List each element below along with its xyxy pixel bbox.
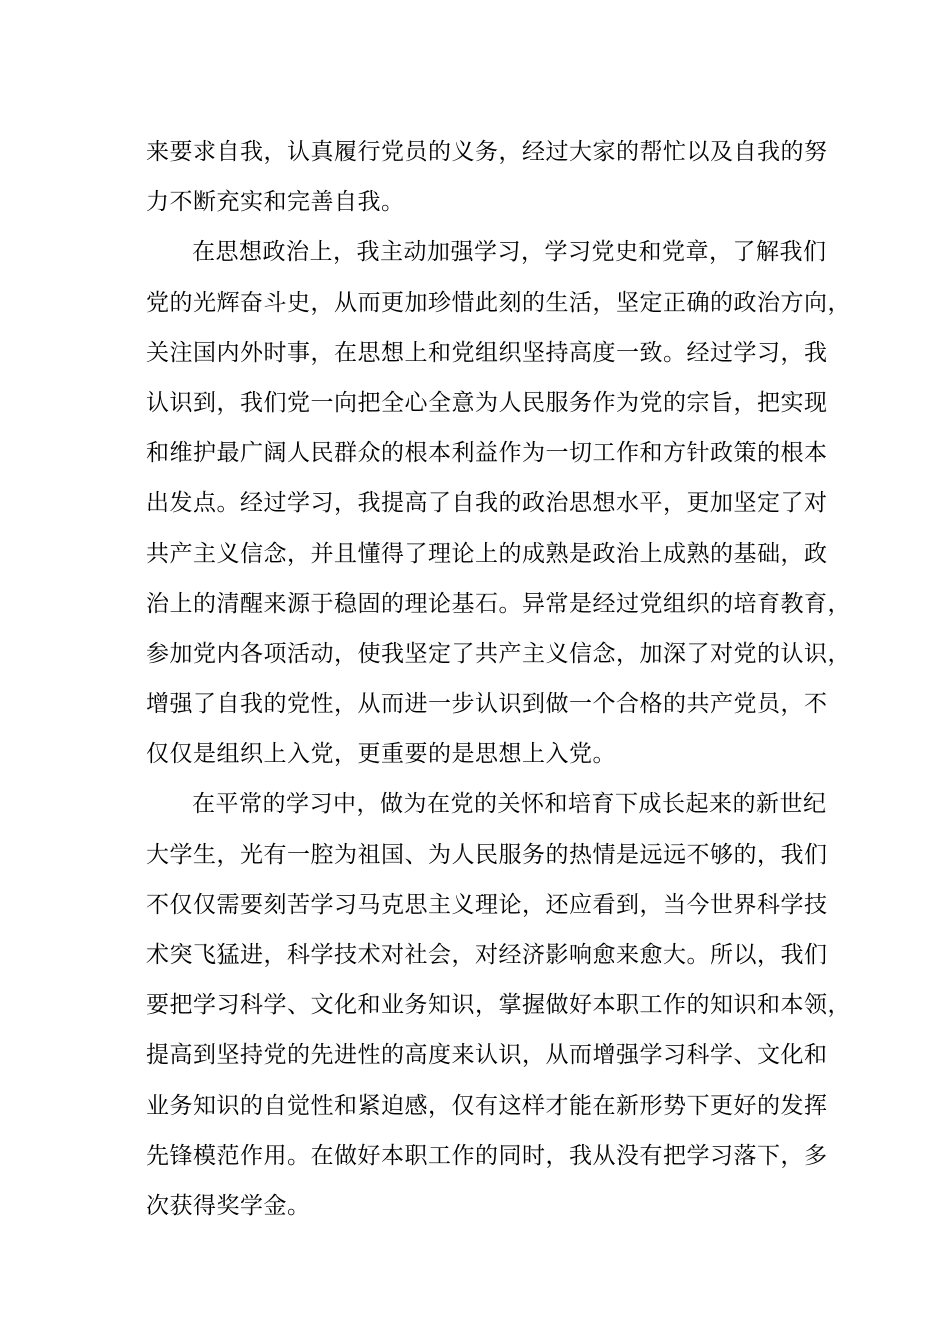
text-line: 在思想政治上，我主动加强学习，学习党史和党章，了解我们 [192, 239, 827, 266]
paragraph [146, 779, 851, 1231]
text-line: 不仅仅需要刻苦学习马克思主义理论，还应看到，当今世界科学技 [146, 891, 828, 918]
text-line: 在平常的学习中，做为在党的关怀和培育下成长起来的新世纪 [192, 791, 827, 818]
text-line: 业务知识的自觉性和紧迫感，仅有这样才能在新形势下更好的发挥 [146, 1092, 828, 1119]
text-line: 和维护最广阔人民群众的根本利益作为一切工作和方针政策的根本 [146, 440, 828, 467]
text-line: 出发点。经过学习，我提高了自我的政治思想水平，更加坚定了对 [146, 490, 828, 517]
text-line: 党的光辉奋斗史，从而更加珍惜此刻的生活，坚定正确的政治方向， [146, 289, 851, 316]
text-line: 认识到，我们党一向把全心全意为人民服务作为党的宗旨，把实现 [146, 389, 828, 416]
text-line: 提高到坚持党的先进性的高度来认识，从而增强学习科学、文化和 [146, 1042, 828, 1069]
text-line: 大学生，光有一腔为祖国、为人民服务的热情是远远不够的，我们 [146, 841, 828, 868]
paragraph [146, 227, 851, 779]
text-line: 术突飞猛进，科学技术对社会，对经济影响愈来愈大。所以，我们 [146, 942, 828, 968]
text-line: 要把学习科学、文化和业务知识，掌握做好本职工作的知识和本领， [146, 992, 851, 1019]
text-line: 增强了自我的党性，从而进一步认识到做一个合格的共产党员，不 [146, 691, 828, 718]
text-line: 治上的清醒来源于稳固的理论基石。异常是经过党组织的培育教育， [146, 590, 851, 617]
text-line: 来要求自我，认真履行党员的义务，经过大家的帮忙以及自我的努 [146, 139, 828, 165]
text-line: 力不断充实和完善自我。 [146, 189, 405, 216]
document-body [146, 127, 851, 1231]
paragraph [146, 127, 828, 227]
text-line: 参加党内各项活动，使我坚定了共产主义信念，加深了对党的认识， [146, 640, 851, 667]
text-line: 关注国内外时事，在思想上和党组织坚持高度一致。经过学习，我 [146, 339, 828, 366]
text-line: 次获得奖学金。 [146, 1192, 311, 1219]
text-line: 先锋模范作用。在做好本职工作的同时，我从没有把学习落下，多 [146, 1142, 828, 1169]
text-line: 共产主义信念，并且懂得了理论上的成熟是政治上成熟的基础，政 [146, 540, 828, 567]
text-line: 仅仅是组织上入党，更重要的是思想上入党。 [146, 741, 616, 768]
